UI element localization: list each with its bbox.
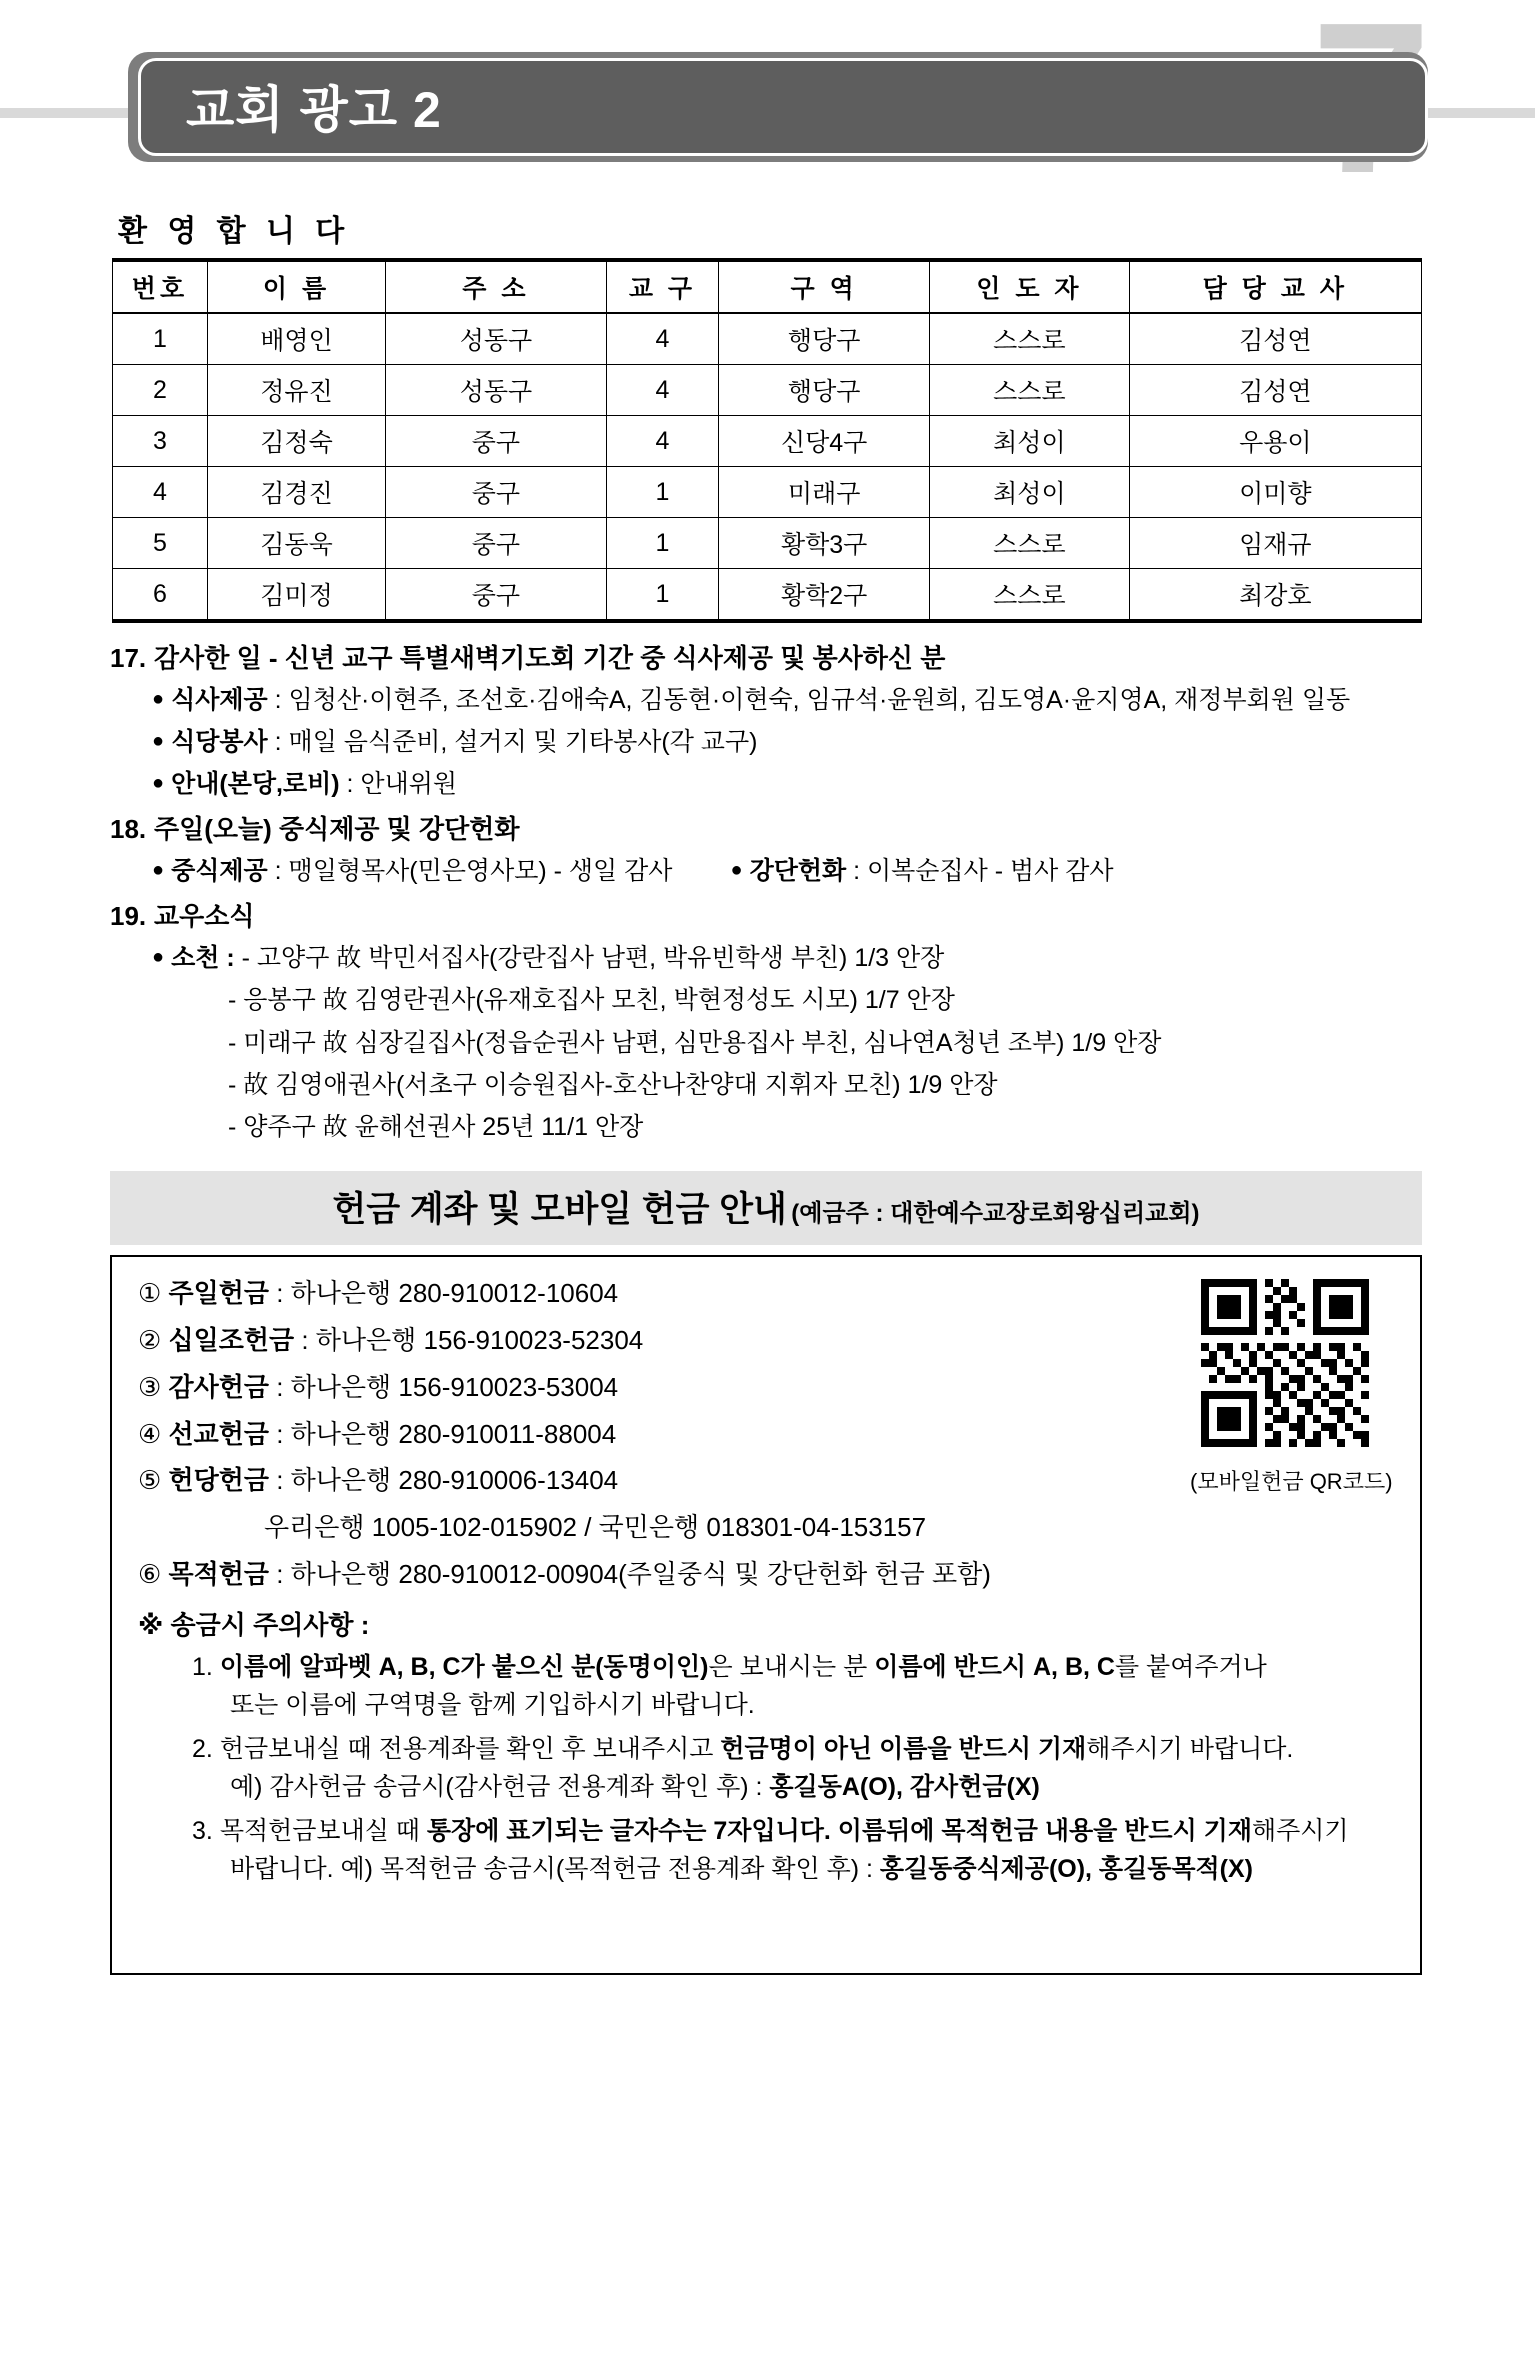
account-label: 주일헌금 — [168, 1278, 270, 1309]
account-label: 헌당헌금 — [168, 1465, 270, 1496]
account-row-6 — [138, 1558, 1394, 1592]
cell-teacher: 김성연 — [1129, 313, 1421, 365]
qr-block — [1190, 1279, 1393, 1496]
item-17-number: 17. — [110, 643, 147, 673]
cell-no: 6 — [113, 569, 208, 622]
bullet-dot-icon: ● — [152, 772, 165, 795]
cell-address: 중구 — [386, 518, 607, 569]
cell-area: 행당구 — [719, 365, 930, 416]
item-17-heading — [110, 641, 1475, 676]
notice-item-3-sub — [230, 1852, 1394, 1888]
bullet-dot-icon: ● — [152, 946, 165, 969]
bullet-label: 안내(본당,로비) — [171, 770, 340, 799]
offering-title: 헌금 계좌 및 모바일 헌금 안내 — [332, 1190, 787, 1230]
cell-teacher: 임재규 — [1129, 518, 1421, 569]
cell-name: 배영인 — [207, 313, 385, 365]
table-row — [113, 365, 1422, 416]
notice-sub-text: 바랍니다. 예) 목적헌금 송금시(목적헌금 전용계좌 확인 후) : — [230, 1855, 880, 1884]
account-value: : 하나은행 156-910023-53004 — [269, 1371, 619, 1402]
notice-item-2-sub — [230, 1770, 1394, 1806]
item-18-left — [152, 854, 672, 889]
cell-teacher: 김성연 — [1129, 365, 1421, 416]
item-19-heading — [110, 899, 1475, 934]
th-district: 교 구 — [606, 260, 718, 313]
item-18-heading — [110, 812, 1475, 847]
cell-leader: 스스로 — [930, 313, 1129, 365]
cell-no: 2 — [113, 365, 208, 416]
page-title: 교회 광고 2 — [186, 82, 442, 138]
notice-strong-b: 통장에 표기되는 글자수는 7자입니다. 이름뒤에 목적헌금 내용을 반드시 기재 — [426, 1816, 1252, 1845]
cell-area: 행당구 — [719, 313, 930, 365]
cell-teacher: 이미향 — [1129, 467, 1421, 518]
obituary-line-5: - 양주구 故 윤해선권사 25년 11/1 안장 — [228, 1113, 644, 1142]
notice-item-1-sub: 또는 이름에 구역명을 함께 기입하시기 바랍니다. — [230, 1691, 755, 1720]
cell-leader: 스스로 — [930, 365, 1129, 416]
account-mark: ⑥ — [138, 1559, 162, 1590]
th-leader: 인 도 자 — [930, 260, 1129, 313]
notice-text-a: 목적헌금보내실 때 — [219, 1816, 427, 1845]
bullet-dot-icon: ● — [152, 730, 165, 753]
cell-leader: 스스로 — [930, 569, 1129, 622]
cell-area: 미래구 — [719, 467, 930, 518]
account-label: 선교헌금 — [168, 1418, 270, 1449]
th-name: 이 름 — [207, 260, 385, 313]
cell-teacher: 최강호 — [1129, 569, 1421, 622]
account-extra: 우리은행 1005-102-015902 / 국민은행 018301-04-153157 — [264, 1512, 927, 1543]
account-label: 십일조헌금 — [168, 1325, 295, 1356]
account-label: 감사헌금 — [168, 1371, 270, 1402]
account-mark: ② — [138, 1325, 162, 1356]
cell-address: 성동구 — [386, 313, 607, 365]
cell-district: 4 — [606, 416, 718, 467]
bullet-label: 식당봉사 — [171, 728, 268, 757]
cell-address: 성동구 — [386, 365, 607, 416]
cell-name: 김정숙 — [207, 416, 385, 467]
page-header — [0, 0, 1535, 200]
notice-number: 2. — [192, 1734, 213, 1763]
item-17-bullet-1 — [152, 683, 1475, 718]
table-header-row — [113, 260, 1422, 313]
table-row — [113, 416, 1422, 467]
table-row — [113, 467, 1422, 518]
cell-name: 정유진 — [207, 365, 385, 416]
bullet-dot-icon: ● — [152, 688, 165, 711]
item-18-bullets — [152, 854, 1475, 889]
item-19-number: 19. — [110, 901, 147, 932]
cell-district: 4 — [606, 313, 718, 365]
item-17-bullet-2 — [152, 725, 1475, 760]
notice-text-a: 헌금보내실 때 전용계좌를 확인 후 보내주시고 — [219, 1734, 721, 1763]
cell-area: 황학3구 — [719, 518, 930, 569]
cell-no: 5 — [113, 518, 208, 569]
notice-sub-strong: 홍길동A(O), 감사헌금(X) — [769, 1773, 1040, 1802]
cell-leader: 스스로 — [930, 518, 1129, 569]
announcement-items — [0, 641, 1535, 1145]
notice-text-c: 해주시기 — [1251, 1816, 1349, 1845]
bullet-text: : 매일 음식준비, 설거지 및 기타봉사(각 교구) — [267, 728, 758, 757]
cell-district: 1 — [606, 467, 718, 518]
cell-area: 신당4구 — [719, 416, 930, 467]
obituary-line-1: - 고양구 故 박민서집사(강란집사 남편, 박유빈학생 부친) 1/3 안장 — [241, 944, 945, 973]
cell-name: 김동욱 — [207, 518, 385, 569]
bullet-dot-icon: ● — [730, 859, 743, 882]
cell-district: 1 — [606, 569, 718, 622]
item-17-bullet-3 — [152, 767, 1475, 802]
account-value: : 하나은행 280-910006-13404 — [269, 1465, 619, 1496]
cell-leader: 최성이 — [930, 416, 1129, 467]
item-19-title: 교우소식 — [154, 901, 255, 932]
bullet-text: : 맹일형목사(민은영사모) - 생일 감사 — [267, 857, 673, 886]
cell-no: 3 — [113, 416, 208, 467]
cell-address: 중구 — [386, 416, 607, 467]
welcome-table — [112, 258, 1422, 623]
item-18-right — [730, 854, 1113, 889]
account-label: 목적헌금 — [168, 1559, 270, 1590]
th-area: 구 역 — [719, 260, 930, 313]
item-18-title: 주일(오늘) 중식제공 및 강단헌화 — [154, 814, 520, 845]
item-17-title: 감사한 일 - 신년 교구 특별새벽기도회 기간 중 식사제공 및 봉사하신 분 — [154, 643, 946, 673]
notice-sub-text: 예) 감사헌금 송금시(감사헌금 전용계좌 확인 후) : — [230, 1773, 770, 1802]
bullet-dot-icon: ● — [152, 859, 165, 882]
offering-box — [110, 1255, 1422, 1975]
notice-number: 1. — [192, 1652, 213, 1681]
table-row — [113, 313, 1422, 365]
cell-district: 4 — [606, 365, 718, 416]
offering-title-bar — [110, 1171, 1422, 1245]
offering-subtitle: (예금주 : 대한예수교장로회왕십리교회) — [791, 1200, 1200, 1228]
cell-district: 1 — [606, 518, 718, 569]
bullet-label: 소천 : — [171, 944, 235, 973]
qr-caption: (모바일헌금 QR코드) — [1190, 1469, 1393, 1495]
welcome-label: 환 영 합 니 다 — [118, 215, 351, 248]
notice-strong-b: 헌금명이 아닌 이름을 반드시 기재 — [720, 1734, 1087, 1763]
account-value: : 하나은행 280-910012-10604 — [269, 1278, 619, 1309]
notice-item-3 — [192, 1814, 1394, 1850]
qr-code-icon — [1201, 1279, 1369, 1447]
bullet-text: : 이복순집사 - 범사 감사 — [846, 857, 1114, 886]
item-19-bullet — [152, 941, 1475, 976]
notice-heading: ※ 송금시 주의사항 : — [138, 1609, 370, 1640]
th-no: 번호 — [113, 260, 208, 313]
notice-text-d: 를 붙여주거나 — [1114, 1652, 1267, 1681]
account-value: : 하나은행 156-910023-52304 — [294, 1325, 644, 1356]
cell-no: 1 — [113, 313, 208, 365]
cell-address: 중구 — [386, 467, 607, 518]
notice-item-1 — [192, 1650, 1394, 1686]
notice-number: 3. — [192, 1816, 213, 1845]
cell-area: 황학2구 — [719, 569, 930, 622]
account-mark: ③ — [138, 1371, 162, 1402]
notice-sub-strong: 홍길동중식제공(O), 홍길동목적(X) — [879, 1855, 1254, 1884]
bullet-label: 강단헌화 — [749, 857, 847, 886]
obituary-line-2: - 응봉구 故 김영란권사(유재호집사 모친, 박현정성도 시모) 1/7 안장 — [228, 986, 955, 1015]
th-address: 주 소 — [386, 260, 607, 313]
cell-leader: 최성이 — [930, 467, 1129, 518]
notice-text-c: 해주시기 바랍니다. — [1086, 1734, 1294, 1763]
bullet-label: 중식제공 — [171, 857, 268, 886]
bullet-text: : 임청산·이현주, 조선호·김애숙A, 김동현·이현숙, 임규석·윤원희, 김도영A·윤지영A, 재정부회원 일동 — [267, 686, 1351, 715]
cell-teacher: 우용이 — [1129, 416, 1421, 467]
cell-name: 김경진 — [207, 467, 385, 518]
account-mark: ④ — [138, 1418, 162, 1449]
account-mark: ⑤ — [138, 1465, 162, 1496]
th-teacher: 담 당 교 사 — [1129, 260, 1421, 313]
account-value: : 하나은행 280-910011-88004 — [269, 1418, 617, 1449]
item-18-number: 18. — [110, 814, 147, 845]
table-row — [113, 518, 1422, 569]
bullet-text: : 안내위원 — [339, 770, 458, 799]
bullet-label: 식사제공 — [171, 686, 268, 715]
notice-item-2 — [192, 1732, 1394, 1768]
account-mark: ① — [138, 1278, 162, 1309]
table-row — [113, 569, 1422, 622]
cell-no: 4 — [113, 467, 208, 518]
obituary-line-4: - 故 김영애권사(서초구 이승원집사-호산나찬양대 지휘자 모친) 1/9 안장 — [228, 1070, 998, 1099]
notice-strong-a: 이름에 알파벳 A, B, C가 붙으신 분(동명이인) — [219, 1652, 709, 1681]
cell-name: 김미정 — [207, 569, 385, 622]
account-value: : 하나은행 280-910012-00904(주일중식 및 강단헌화 헌금 포함) — [269, 1559, 991, 1590]
notice-text-b: 은 보내시는 분 — [708, 1652, 875, 1681]
notice-strong-c: 이름에 반드시 A, B, C — [874, 1652, 1115, 1681]
obituary-line-3: - 미래구 故 심장길집사(정읍순권사 남편, 심만용집사 부친, 심나연A청년 조부) 1/9 안장 — [228, 1028, 1162, 1057]
cell-address: 중구 — [386, 569, 607, 622]
